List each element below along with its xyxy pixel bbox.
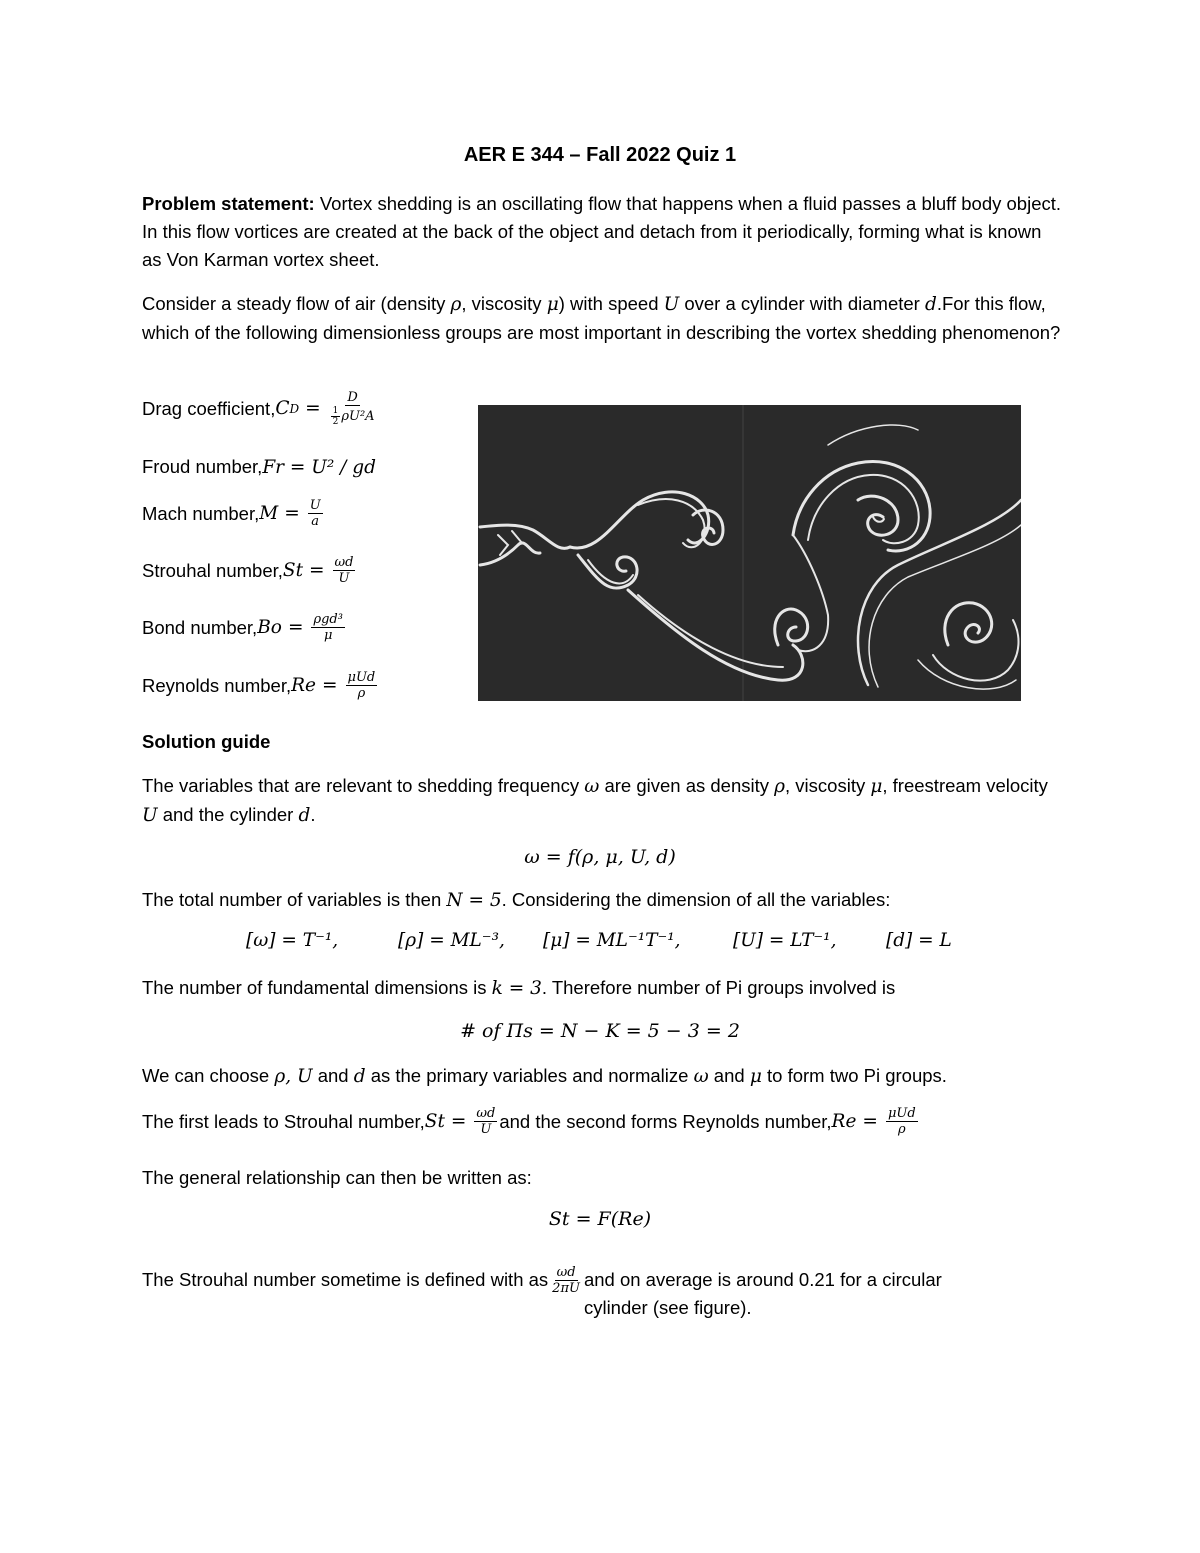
- solution-text: to form two Pi groups.: [761, 1065, 947, 1086]
- question-text: ) with speed: [558, 293, 664, 314]
- denominator-rest: ρU²A: [341, 409, 375, 424]
- math-omega: ω: [584, 776, 600, 797]
- fraction-numerator: U: [309, 498, 321, 513]
- fraction-denominator: ρ: [357, 686, 366, 701]
- half-fraction: [331, 406, 341, 427]
- solution-paragraph-count: [142, 886, 1062, 915]
- math-mu: μ: [546, 294, 559, 315]
- solution-text: The variables that are relevant to shedding frequency: [142, 775, 585, 796]
- group-label: Drag coefficient,: [142, 397, 276, 419]
- dimension-d: [d] = L: [886, 930, 952, 951]
- question-text: , viscosity: [461, 293, 547, 314]
- group-symbol: St: [282, 560, 304, 581]
- dimension-mu: [μ] = ML⁻¹T⁻¹,: [543, 930, 681, 951]
- group-strouhal-number: [142, 555, 357, 586]
- fraction-denominator: a: [311, 514, 320, 529]
- fraction-numerator: μUd: [887, 1106, 916, 1121]
- math-rho: ρ: [450, 294, 462, 315]
- problem-question: [142, 290, 1062, 347]
- photo-background: [478, 405, 1021, 701]
- group-fraction: [333, 555, 356, 586]
- fraction-numerator: ωd: [476, 1106, 496, 1121]
- solution-text: The number of fundamental dimensions is: [142, 977, 492, 998]
- group-symbol: Bo: [257, 617, 282, 638]
- fraction-denominator: μ: [323, 628, 333, 643]
- group-fraction: [329, 390, 377, 427]
- question-text: .For this flow, which of the following dimensionless groups are most important in describing the vortex shedding phenomenon?: [142, 293, 1061, 343]
- math-u: U: [663, 294, 680, 315]
- math-d: d: [924, 294, 937, 315]
- equals-sign: =: [287, 617, 304, 638]
- group-mach-number: [142, 498, 325, 529]
- math-u: U: [142, 805, 158, 826]
- fraction-denominator: 2πU: [552, 1280, 580, 1296]
- group-label: Mach number,: [142, 502, 260, 524]
- dimension-omega: [ω] = T⁻¹,: [246, 930, 339, 951]
- strouhal-fraction: [474, 1106, 497, 1137]
- solution-text: , freestream velocity: [882, 775, 1048, 796]
- group-label: Froud number,: [142, 456, 263, 477]
- math-d: d: [353, 1066, 366, 1087]
- fraction-denominator: [329, 406, 377, 427]
- solution-heading: Solution guide: [142, 731, 271, 752]
- problem-label: Problem statement:: [142, 193, 315, 214]
- solution-text: . Therefore number of Pi groups involved is: [541, 977, 896, 998]
- equation-pi-count: # of Πs = N − K = 5 − 3 = 2: [460, 1020, 740, 1042]
- equals-sign: =: [322, 675, 338, 696]
- fraction-denominator: 2: [332, 417, 339, 427]
- question-text: over a cylinder with diameter: [679, 293, 925, 314]
- problem-text: Vortex shedding is an oscillating flow that happens when a fluid passes a bluff body object. In this flow vortices are created at the back of the object and detach from it periodically, forming what is known as Von Karman vortex sheet.: [142, 193, 1062, 270]
- math-st: St: [424, 1111, 445, 1132]
- solution-paragraph-general: The general relationship can then be written as:: [142, 1167, 532, 1188]
- dimension-rho: [ρ] = ML⁻³,: [398, 930, 505, 951]
- group-label: Bond number,: [142, 616, 258, 638]
- equation-omega-function: ω = f(ρ, μ, U, d): [524, 846, 676, 868]
- solution-paragraph-fundamental: [142, 974, 1062, 1003]
- math-mu: μ: [870, 776, 883, 797]
- solution-paragraph-primary: [142, 1062, 1062, 1091]
- math-d: d: [298, 805, 311, 826]
- solution-text: and on average is around 0.21 for a circular cylinder (see figure).: [583, 1269, 942, 1318]
- question-text: Consider a steady flow of air (density: [142, 293, 451, 314]
- math-primary-vars: ρ, U: [274, 1066, 313, 1087]
- solution-paragraph-variables: [142, 772, 1062, 830]
- fraction-numerator: ωd: [334, 555, 354, 570]
- vortex-street-photo: [478, 405, 1021, 701]
- solution-text: The first leads to Strouhal number,: [142, 1110, 425, 1132]
- vortex-street-drawing: [478, 405, 1021, 701]
- fraction-numerator: D: [347, 390, 358, 405]
- equals-sign: =: [284, 503, 300, 524]
- group-fraction: [308, 498, 323, 529]
- problem-statement: [142, 190, 1062, 274]
- group-bond-number: [142, 612, 347, 643]
- page-title: AER E 344 – Fall 2022 Quiz 1: [463, 144, 737, 166]
- solution-text: We can choose: [142, 1065, 275, 1086]
- group-drag-coefficient: [142, 390, 379, 427]
- strouhal-alt-fraction: [550, 1265, 582, 1296]
- fraction-denominator: ρ: [897, 1122, 906, 1137]
- group-reynolds-number: [142, 670, 379, 701]
- equals-sign: =: [309, 560, 325, 581]
- group-fraction: [346, 670, 378, 701]
- fraction-denominator: U: [480, 1122, 492, 1137]
- group-label: Reynolds number,: [142, 674, 292, 696]
- group-label: Strouhal number,: [142, 559, 283, 581]
- fraction-denominator: U: [338, 571, 350, 586]
- math-n-equals: N = 5: [446, 890, 502, 911]
- fraction-numerator: ρgd³: [313, 612, 343, 627]
- solution-text: as the primary variables and normalize: [365, 1065, 694, 1086]
- math-omega: ω: [693, 1066, 709, 1087]
- reynolds-fraction: [886, 1106, 918, 1137]
- solution-text: . Considering the dimension of all the variables:: [501, 889, 891, 910]
- group-subscript: D: [289, 401, 300, 416]
- group-symbol: Re: [291, 675, 317, 696]
- fraction-numerator: μUd: [347, 670, 376, 685]
- solution-text: and: [708, 1065, 750, 1086]
- solution-text: are given as density: [599, 775, 775, 796]
- solution-text: and the cylinder: [157, 804, 299, 825]
- fraction-numerator: ωd: [556, 1264, 576, 1280]
- solution-text: The Strouhal number sometime is defined with as: [142, 1269, 549, 1290]
- equals-sign: =: [450, 1111, 467, 1132]
- math-rho: ρ: [774, 776, 786, 797]
- solution-text: , viscosity: [785, 775, 871, 796]
- group-symbol: M: [259, 503, 279, 524]
- group-expression: Fr = U² / gd: [262, 456, 376, 478]
- solution-paragraph-strouhal: [142, 1252, 984, 1318]
- math-k-equals: k = 3: [491, 978, 542, 999]
- solution-text: The total number of variables is then: [142, 889, 447, 910]
- solution-text: .: [310, 804, 316, 825]
- dimension-list: [0, 930, 1200, 960]
- group-froud-number: [142, 456, 376, 478]
- equation-st-function: St = F(Re): [548, 1208, 652, 1230]
- fraction-numerator: 1: [332, 406, 339, 416]
- math-mu: μ: [749, 1066, 762, 1087]
- group-fraction: [311, 612, 345, 643]
- group-symbol: C: [275, 398, 290, 419]
- dimension-u: [U] = LT⁻¹,: [733, 930, 837, 951]
- solution-text: and: [312, 1065, 354, 1086]
- equals-sign: =: [862, 1111, 878, 1132]
- equals-sign: =: [305, 398, 321, 419]
- math-re: Re: [831, 1111, 857, 1132]
- solution-paragraph-groups: [142, 1106, 920, 1137]
- solution-text: and the second forms Reynolds number,: [499, 1110, 832, 1132]
